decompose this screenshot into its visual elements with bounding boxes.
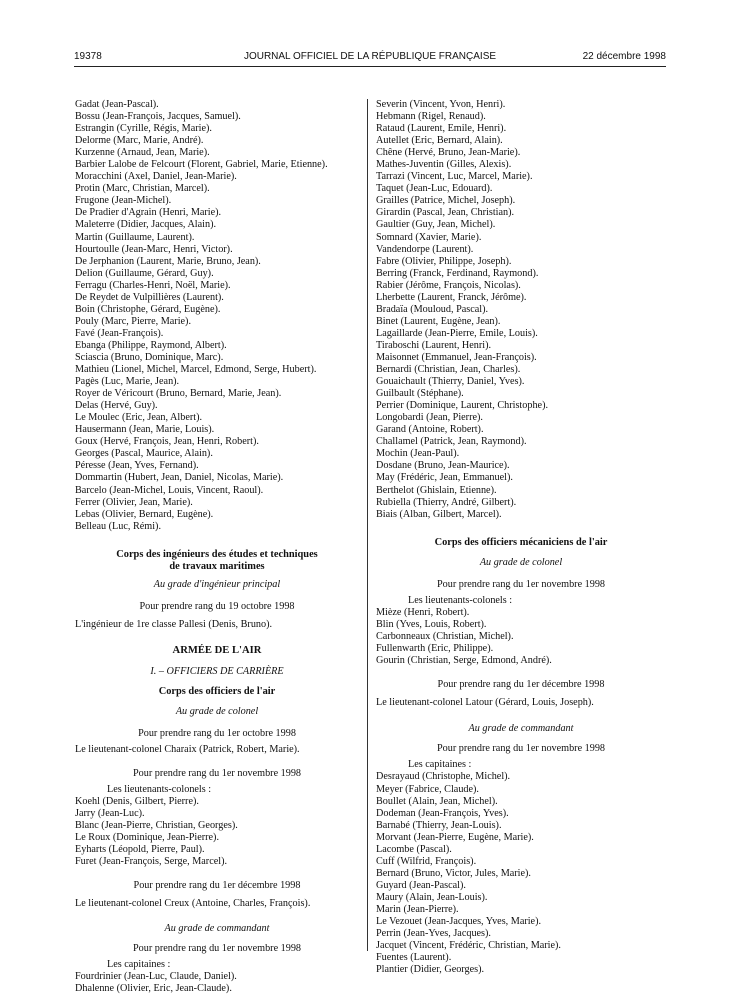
list-item: Ebanga (Philippe, Raymond, Albert).: [75, 339, 227, 351]
publication-date: 22 décembre 1998: [582, 51, 666, 62]
appointment: L'ingénieur de 1re classe Pallesi (Denis, Bruno).: [75, 619, 273, 631]
list-item: Autellet (Eric, Bernard, Alain).: [376, 135, 503, 147]
list-item: Le Vezouet (Jean-Jacques, Yves, Marie).: [376, 916, 542, 928]
list-item: Goux (Hervé, François, Jean, Henri, Robert).: [75, 436, 259, 448]
list-item: Koehl (Denis, Gilbert, Pierre).: [75, 796, 199, 808]
rank-date: Pour prendre rang du 1er novembre 1998: [132, 768, 302, 780]
list-item: Fuentes (Laurent).: [376, 952, 452, 964]
journal-title: JOURNAL OFFICIEL DE LA RÉPUBLIQUE FRANÇAISE: [243, 51, 497, 62]
list-item: Perrier (Dominique, Laurent, Christophe).: [376, 400, 549, 412]
list-item: Maleterre (Didier, Jacques, Alain).: [75, 219, 217, 231]
list-item: Mochin (Jean-Paul).: [376, 448, 460, 460]
grade-heading: Au grade de commandant: [164, 922, 270, 934]
list-item: Sciascia (Bruno, Dominique, Marc).: [75, 351, 224, 363]
list-item: Dodeman (Jean-François, Yves).: [376, 807, 509, 819]
name-list: [376, 99, 666, 521]
list-label: Les lieutenants-colonels :: [107, 784, 212, 796]
list-item: Desrayaud (Christophe, Michel).: [376, 771, 511, 783]
rank-date: Pour prendre rang du 1er décembre 1998: [133, 880, 301, 892]
list-item: Cuff (Wilfrid, François).: [376, 855, 477, 867]
list-item: Barbier Lalobe de Felcourt (Florent, Gabriel, Marie, Etienne).: [75, 159, 328, 171]
list-item: Boullet (Alain, Jean, Michel).: [376, 795, 498, 807]
list-item: Ferrer (Olivier, Jean, Marie).: [75, 496, 193, 508]
list-item: Dommartin (Hubert, Jean, Daniel, Nicolas, Marie).: [75, 472, 284, 484]
list-item: Hebmann (Rigel, Renaud).: [376, 111, 486, 123]
list-item: Barcelo (Jean-Michel, Louis, Vincent, Raoul).: [75, 484, 264, 496]
list-item: Tiraboschi (Laurent, Henri).: [376, 339, 492, 351]
list-item: Barnabé (Thierry, Jean-Louis).: [376, 819, 502, 831]
list-item: Delorme (Marc, Marie, André).: [75, 135, 204, 147]
list-item: Péresse (Jean, Yves, Fernand).: [75, 460, 199, 472]
list-label: Les capitaines :: [107, 958, 171, 970]
list-item: Frugone (Jean-Michel).: [75, 195, 172, 207]
list-item: Fullenwarth (Eric, Philippe).: [376, 643, 494, 655]
list-item: Vandendorpe (Laurent).: [376, 243, 474, 255]
list-item: Plantier (Didier, Georges).: [376, 964, 485, 976]
list-item: Challamel (Patrick, Jean, Raymond).: [376, 436, 527, 448]
list-item: Rataud (Laurent, Emile, Henri).: [376, 123, 507, 135]
list-item: Perrin (Jean-Yves, Jacques).: [376, 928, 491, 940]
list-item: Pouly (Marc, Pierre, Marie).: [75, 315, 191, 327]
list-item: Berring (Franck, Ferdinand, Raymond).: [376, 267, 539, 279]
rank-date: Pour prendre rang du 1er novembre 1998: [132, 942, 302, 954]
list-item: Estrangin (Cyrille, Régis, Marie).: [75, 123, 212, 135]
name-list: [75, 971, 359, 995]
rank-date: Pour prendre rang du 1er octobre 1998: [138, 727, 296, 739]
list-item: Taquet (Jean-Luc, Edouard).: [376, 183, 493, 195]
grade-heading: Au grade de commandant: [468, 723, 574, 735]
list-item: Bossu (Jean-François, Jacques, Samuel).: [75, 111, 241, 123]
list-item: Gadat (Jean-Pascal).: [75, 99, 159, 110]
list-item: Rabier (Jérôme, François, Nicolas).: [376, 279, 521, 291]
name-list: [75, 99, 359, 533]
list-item: Longobardi (Jean, Pierre).: [376, 412, 483, 424]
subsection-heading: I. – OFFICIERS DE CARRIÈRE: [150, 665, 284, 677]
list-item: Garand (Antoine, Robert).: [376, 424, 484, 436]
column-divider: [367, 99, 368, 951]
list-item: Furet (Jean-François, Serge, Marcel).: [75, 856, 228, 868]
name-list: [75, 796, 359, 868]
section-heading: de travaux maritimes: [169, 560, 265, 572]
list-item: Chêne (Hervé, Bruno, Jean-Marie).: [376, 147, 521, 159]
list-item: Morvant (Jean-Pierre, Eugène, Marie).: [376, 831, 534, 843]
page-header: [74, 51, 666, 67]
list-label: Les capitaines :: [408, 759, 472, 771]
list-item: Favé (Jean-François).: [75, 327, 164, 339]
list-item: Carbonneaux (Christian, Michel).: [376, 631, 514, 643]
list-item: Hausermann (Jean, Marie, Louis).: [75, 424, 215, 436]
rank-date: Pour prendre rang du 1er novembre 1998: [436, 743, 606, 755]
list-item: Pagès (Luc, Marie, Jean).: [75, 376, 180, 388]
list-item: De Pradier d'Agrain (Henri, Marie).: [75, 207, 222, 219]
list-item: Maury (Alain, Jean-Louis).: [376, 891, 488, 903]
list-item: Gourin (Christian, Serge, Edmond, André).: [376, 655, 552, 667]
list-item: Severin (Vincent, Yvon, Henri).: [376, 99, 506, 110]
list-item: Rubiella (Thierry, André, Gilbert).: [376, 496, 517, 508]
list-item: Lagaillarde (Jean-Pierre, Emile, Louis).: [376, 327, 538, 339]
list-label: Les lieutenants-colonels :: [408, 594, 513, 606]
grade-heading: Au grade de colonel: [479, 556, 563, 568]
list-item: Maisonnet (Emmanuel, Jean-François).: [376, 351, 537, 363]
list-item: Lacombe (Pascal).: [376, 843, 452, 855]
list-item: Delion (Guillaume, Gérard, Guy).: [75, 267, 214, 279]
section-heading: Corps des ingénieurs des études et techniques: [116, 548, 318, 560]
grade-heading: Au grade d'ingénieur principal: [153, 579, 281, 591]
list-item: Blin (Yves, Louis, Robert).: [376, 619, 487, 631]
list-item: Georges (Pascal, Maurice, Alain).: [75, 448, 213, 460]
list-item: Bradaïa (Mouloud, Pascal).: [376, 303, 489, 315]
list-item: Guilbault (Stéphane).: [376, 388, 464, 400]
list-item: May (Frédéric, Jean, Emmanuel).: [376, 472, 513, 484]
list-item: Dhalenne (Olivier, Eric, Jean-Claude).: [75, 982, 232, 994]
list-item: Kurzenne (Arnaud, Jean, Marie).: [75, 147, 210, 159]
name-list: [376, 607, 666, 667]
list-item: Le Roux (Dominique, Jean-Pierre).: [75, 832, 219, 844]
list-item: Mathieu (Lionel, Michel, Marcel, Edmond, Serge, Hubert).: [75, 364, 317, 376]
list-item: Fourdrinier (Jean-Luc, Claude, Daniel).: [75, 970, 237, 982]
header-rule: [74, 66, 666, 67]
list-item: De Reydet de Vulpillières (Laurent).: [75, 291, 224, 303]
list-item: Jacquet (Vincent, Frédéric, Christian, Marie).: [376, 940, 561, 952]
left-column: [75, 99, 359, 995]
page-number: 19378: [74, 51, 102, 62]
section-heading: Corps des officiers mécaniciens de l'air: [434, 536, 608, 548]
appointment: Le lieutenant-colonel Creux (Antoine, Charles, François).: [75, 898, 311, 910]
list-item: Berthelot (Ghislain, Etienne).: [376, 484, 497, 496]
list-item: Somnard (Xavier, Marie).: [376, 231, 482, 243]
list-item: Ferragu (Charles-Henri, Noël, Marie).: [75, 279, 231, 291]
list-item: Binet (Laurent, Eugène, Jean).: [376, 315, 501, 327]
list-item: Le Moulec (Eric, Jean, Albert).: [75, 412, 203, 424]
list-item: Dosdane (Bruno, Jean-Maurice).: [376, 460, 510, 472]
list-item: Belleau (Luc, Rémi).: [75, 520, 161, 532]
list-item: Royer de Véricourt (Bruno, Bernard, Marie, Jean).: [75, 388, 282, 400]
list-item: Gaultier (Guy, Jean, Michel).: [376, 219, 496, 231]
list-item: Boin (Christophe, Gérard, Eugène).: [75, 303, 221, 315]
list-item: Delas (Hervé, Guy).: [75, 400, 158, 412]
list-item: Guyard (Jean-Pascal).: [376, 879, 466, 891]
list-item: Mathes-Juventin (Gilles, Alexis).: [376, 159, 512, 171]
list-item: Biais (Alban, Gilbert, Marcel).: [376, 508, 502, 520]
rank-date: Pour prendre rang du 19 octobre 1998: [139, 601, 295, 613]
appointment: Le lieutenant-colonel Charaix (Patrick, Robert, Marie).: [75, 743, 300, 755]
list-item: Bernardi (Christian, Jean, Charles).: [376, 364, 521, 376]
list-item: Bernard (Bruno, Victor, Jules, Marie).: [376, 867, 531, 879]
list-item: Girardin (Pascal, Jean, Christian).: [376, 207, 515, 219]
name-list: [376, 771, 666, 976]
list-item: Tarrazi (Vincent, Luc, Marcel, Marie).: [376, 171, 533, 183]
list-item: Grailles (Patrice, Michel, Joseph).: [376, 195, 516, 207]
grade-heading: Au grade de colonel: [175, 705, 259, 717]
list-item: Jarry (Jean-Luc).: [75, 808, 145, 820]
list-item: Martin (Guillaume, Laurent).: [75, 231, 195, 243]
list-item: Eyharts (Léopold, Pierre, Paul).: [75, 844, 205, 856]
list-item: Gouaichault (Thierry, Daniel, Yves).: [376, 376, 525, 388]
list-item: Blanc (Jean-Pierre, Christian, Georges).: [75, 820, 238, 832]
list-item: Protin (Marc, Christian, Marcel).: [75, 183, 210, 195]
army-heading: ARMÉE DE L'AIR: [172, 645, 262, 657]
list-item: Moracchini (Axel, Daniel, Jean-Marie).: [75, 171, 237, 183]
list-item: Lherbette (Laurent, Franck, Jérôme).: [376, 291, 527, 303]
list-item: Lebas (Olivier, Bernard, Eugène).: [75, 508, 214, 520]
list-item: De Jerphanion (Laurent, Marie, Bruno, Jean).: [75, 255, 261, 267]
appointment: Le lieutenant-colonel Latour (Gérard, Louis, Joseph).: [376, 697, 594, 709]
rank-date: Pour prendre rang du 1er décembre 1998: [437, 679, 605, 691]
list-item: Hourtoulle (Jean-Marc, Henri, Victor).: [75, 243, 233, 255]
list-item: Mièze (Henri, Robert).: [376, 606, 470, 618]
right-column: [376, 99, 666, 976]
list-item: Marin (Jean-Pierre).: [376, 903, 459, 915]
rank-date: Pour prendre rang du 1er novembre 1998: [436, 578, 606, 590]
section-heading: Corps des officiers de l'air: [158, 685, 276, 697]
list-item: Fabre (Olivier, Philippe, Joseph).: [376, 255, 512, 267]
list-item: Meyer (Fabrice, Claude).: [376, 783, 479, 795]
